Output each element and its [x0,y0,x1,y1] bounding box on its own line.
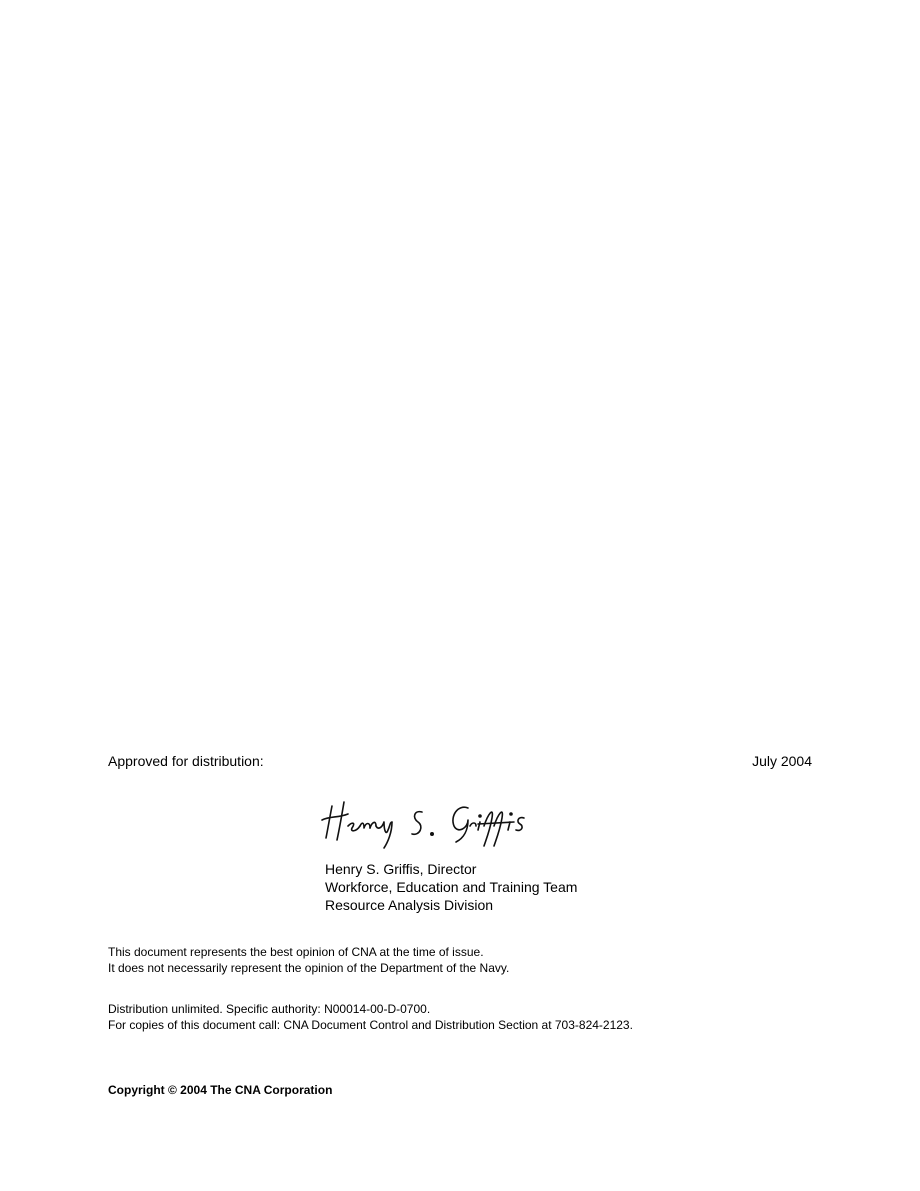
signatory-team: Workforce, Education and Training Team [325,879,578,895]
handwritten-signature [318,796,542,852]
copyright-notice: Copyright © 2004 The CNA Corporation [108,1083,333,1097]
distribution-notice [108,1001,633,1033]
signature-drawing [318,796,542,852]
disclaimer-line-2: It does not necessarily represent the opinion of the Department of the Navy. [108,961,510,975]
approval-label: Approved for distribution: [108,753,264,769]
signatory-name: Henry S. Griffis, Director [325,861,477,877]
approval-row [108,752,812,770]
disclaimer-line-1: This document represents the best opinion of CNA at the time of issue. [108,945,484,959]
signatory-block [325,860,577,914]
distribution-line-2: For copies of this document call: CNA Document Control and Distribution Section at 703-824-2123. [108,1018,633,1032]
approval-date: July 2004 [752,753,812,769]
distribution-line-1: Distribution unlimited. Specific authority: N00014-00-D-0700. [108,1002,431,1016]
disclaimer [108,944,509,976]
signatory-division: Resource Analysis Division [325,897,494,913]
